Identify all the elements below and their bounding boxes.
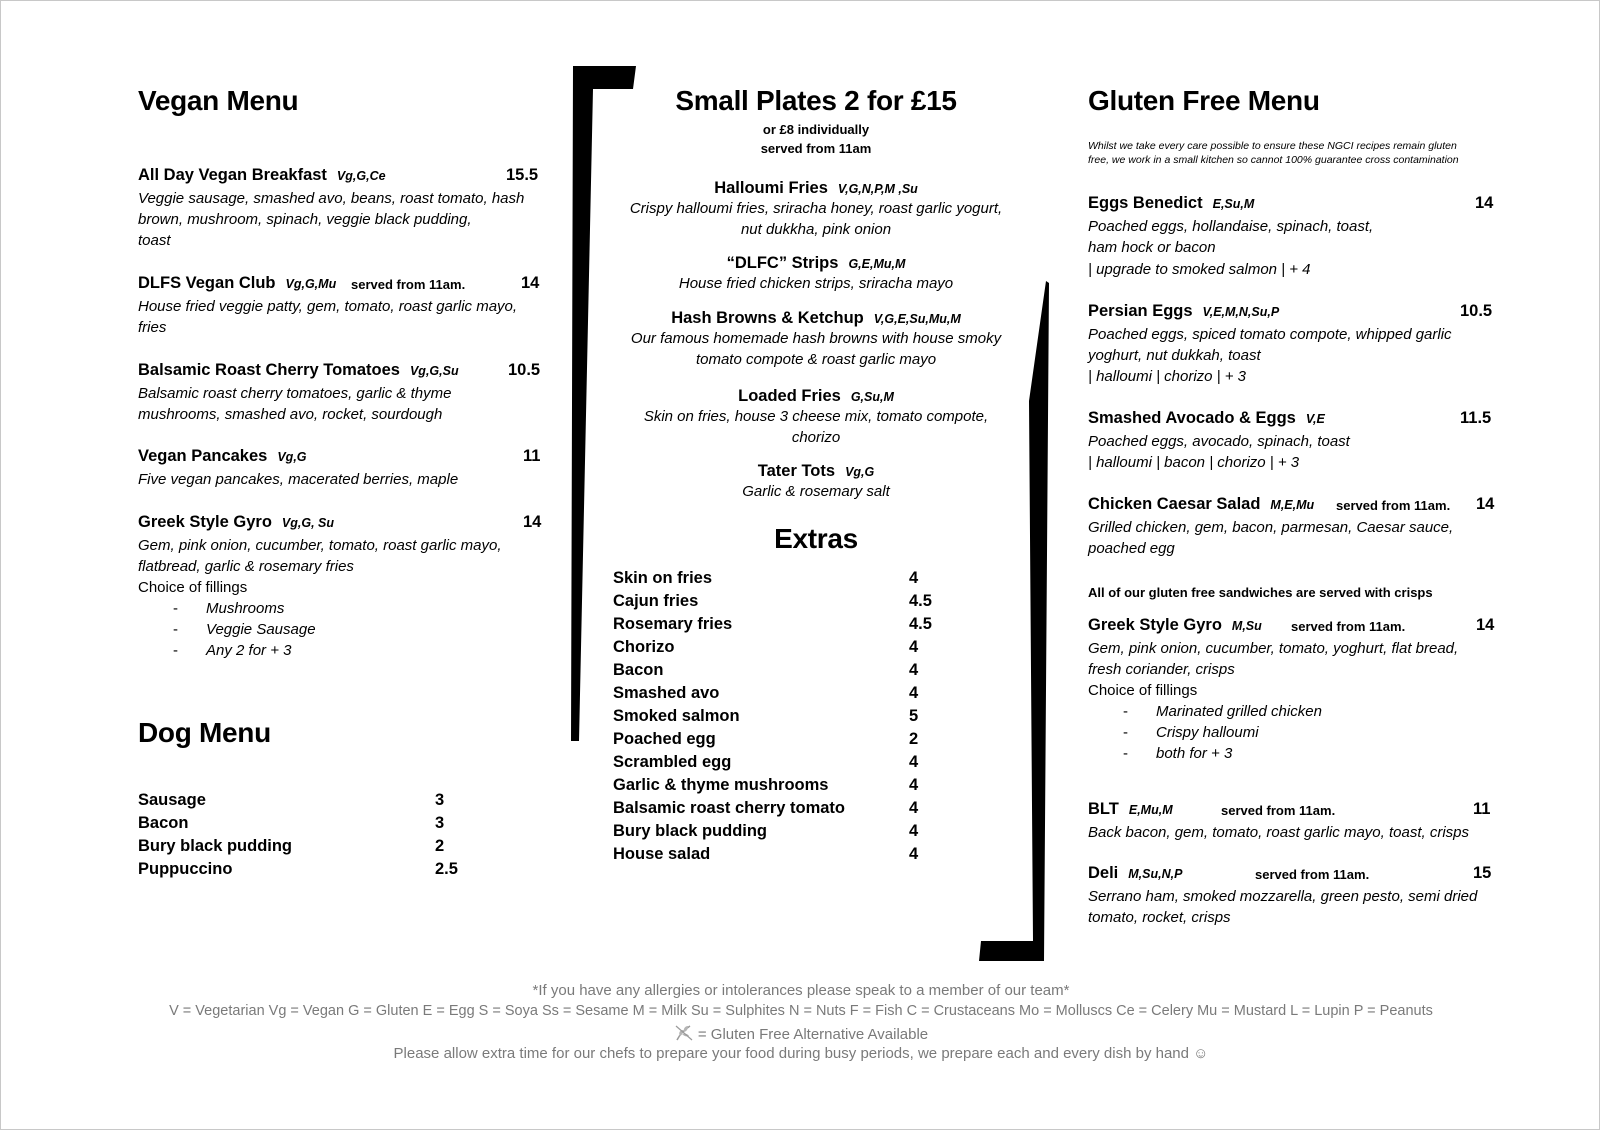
item-upgrade-option: | halloumi | bacon | chorizo | + 3 — [1088, 454, 1300, 471]
item-upgrade-option: | upgrade to smoked salmon | + 4 — [1088, 261, 1311, 278]
menu-item: Eggs Benedict E,Su,M 14 Poached eggs, hollandaise, spinach, toast, ham hock or bacon | upgrade to smoked salmon | + 4 — [1088, 194, 1498, 280]
filling-option: - Mushrooms — [173, 600, 285, 617]
extras-item: House salad 4 — [613, 845, 919, 863]
item-served-time: served from 11am. — [1221, 803, 1336, 818]
sandwich-note: All of our gluten free sandwiches are served with crisps — [1088, 585, 1433, 600]
item-price: 11.5 — [1460, 409, 1492, 427]
item-name: DLFS Vegan Club — [138, 274, 276, 292]
menu-item — [138, 513, 548, 661]
small-plate-item: “DLFC” Strips G,E,Mu,M House fried chicken strips, sriracha mayo — [678, 254, 954, 292]
menu-item: Deli M,Su,N,P served from 11am. 15 Serrano ham, smoked mozzarella, green pesto, semi dried tomato, rocket, crisps — [1088, 864, 1492, 926]
extras-item: Poached egg 2 — [613, 730, 919, 748]
item-price: 15 — [1473, 864, 1492, 882]
dog-menu-title: Dog Menu — [138, 717, 271, 748]
filling-options — [138, 598, 548, 661]
dog-item: Bacon 3 — [138, 814, 445, 832]
menu-item: Greek Style Gyro M,Su served from 11am. 14 Gem, pink onion, cucumber, tomato, yoghurt, flat bread, fresh coriander, crisps Choice of fillings - Marinated grilled chicken - Crispy halloumi - both for + 3 — [1088, 616, 1498, 764]
item-allergens: Vg,G,Mu — [285, 277, 337, 291]
menu-item: Chicken Caesar Salad M,E,Mu served from 11am. 14 Grilled chicken, gem, bacon, parmesan, Caesar sauce, poached egg — [1088, 495, 1495, 557]
item-price: 11 — [523, 447, 541, 465]
item-served-time: served from 11am. — [1336, 498, 1451, 513]
item-price: 14 — [1476, 616, 1495, 634]
extras-item: Bury black pudding 4 — [613, 822, 919, 840]
item-description: Veggie sausage, smashed avo, beans, roast tomato, hash brown, mushroom, spinach, veggie black pudding, toast — [138, 190, 525, 249]
filling-option: - both for + 3 — [1123, 745, 1233, 762]
gluten-free-menu-title: Gluten Free Menu — [1088, 85, 1320, 116]
item-allergens: Vg,G — [277, 450, 307, 464]
item-description: Five vegan pancakes, macerated berries, maple — [138, 471, 459, 488]
gluten-free-key: = Gluten Free Alternative Available — [1, 1024, 1600, 1043]
small-plates-title: Small Plates 2 for £15 — [675, 85, 957, 116]
prep-time-notice: Please allow extra time for our chefs to prepare your food during busy periods, we prepare each and every dish by hand ☺ — [393, 1045, 1209, 1062]
item-price: 14 — [1476, 495, 1495, 513]
small-plate-item: Hash Browns & Ketchup V,G,E,Su,Mu,M Our famous homemade hash browns with house smoky tomato compote & roast garlic mayo — [630, 309, 1002, 368]
menu-item — [138, 361, 548, 425]
extras-item: Garlic & thyme mushrooms 4 — [613, 776, 919, 794]
item-served-time: served from 11am. — [351, 277, 466, 292]
filling-option: - Crispy halloumi — [1123, 724, 1259, 741]
extras-item: Smoked salmon 5 — [613, 707, 919, 725]
menu-item: Persian Eggs V,E,M,N,Su,P 10.5 Poached eggs, spiced tomato compote, whipped garlic yoghurt, nut dukkah, toast | halloumi | chorizo | + 3 — [1088, 302, 1498, 387]
item-allergens: Vg,G,Ce — [336, 169, 386, 183]
item-price: 14 — [521, 274, 540, 292]
small-plate-item: Tater Tots Vg,G Garlic & rosemary salt — [742, 462, 890, 500]
item-name: Greek Style Gyro — [138, 513, 272, 531]
item-allergens: Vg,G, Su — [281, 516, 334, 530]
item-description: House fried veggie patty, gem, tomato, roast garlic mayo, fries — [138, 298, 518, 336]
menu-item — [138, 166, 548, 251]
item-price: 11 — [1473, 800, 1491, 818]
extras-item: Skin on fries 4 — [613, 569, 919, 587]
extras-item: Scrambled egg 4 — [613, 753, 919, 771]
item-price: 10.5 — [1460, 302, 1493, 320]
small-plate-item: Halloumi Fries V,G,N,P,M ,Su Crispy halloumi fries, sriracha honey, roast garlic yogurt, nut dukkha, pink onion — [629, 179, 1003, 238]
item-name: Balsamic Roast Cherry Tomatoes — [138, 361, 400, 379]
filling-option: - Any 2 for + 3 — [173, 642, 292, 659]
item-description: Balsamic roast cherry tomatoes, garlic & thyme mushrooms, smashed avo, rocket, sourdough — [138, 385, 452, 423]
item-name: Vegan Pancakes — [138, 447, 268, 465]
extras-item: Smashed avo 4 — [613, 684, 919, 702]
choice-label: Choice of fillings — [1088, 682, 1198, 699]
item-price: 14 — [523, 513, 542, 531]
filling-option: - Veggie Sausage — [173, 621, 316, 638]
extras-item: Balsamic roast cherry tomato 4 — [613, 799, 919, 817]
menu-item: Smashed Avocado & Eggs V,E 11.5 Poached eggs, avocado, spinach, toast | halloumi | bacon | chorizo | + 3 — [1088, 409, 1498, 473]
small-plate-item: Loaded Fries G,Su,M Skin on fries, house 3 cheese mix, tomato compote, chorizo — [643, 387, 989, 446]
filling-options — [1088, 701, 1498, 764]
extras-item: Chorizo 4 — [613, 638, 919, 656]
extras-item: Cajun fries 4.5 — [613, 592, 932, 610]
small-plates-price-note: or £8 individually — [762, 122, 870, 137]
item-price: 15.5 — [506, 166, 539, 184]
item-served-time: served from 11am. — [1255, 867, 1370, 882]
small-plates-served-note: served from 11am — [760, 141, 872, 156]
menu-item — [138, 274, 548, 338]
item-allergens: Vg,G,Su — [409, 364, 459, 378]
gluten-free-disclaimer: Whilst we take every care possible to ensure these NGCI recipes remain gluten free, we work in a small kitchen so cannot 100% guarantee cross contamination — [1088, 140, 1459, 166]
item-upgrade-option: | halloumi | chorizo | + 3 — [1088, 368, 1247, 385]
filling-option: - Marinated grilled chicken — [1123, 703, 1322, 720]
choice-label: Choice of fillings — [138, 579, 248, 596]
item-name: All Day Vegan Breakfast — [138, 166, 327, 184]
menu-item — [138, 447, 548, 490]
extras-item: Rosemary fries 4.5 — [613, 615, 932, 633]
allergy-notice: *If you have any allergies or intolerances please speak to a member of our team* — [532, 982, 1070, 999]
extras-item: Bacon 4 — [613, 661, 919, 679]
wheat-free-icon — [674, 1024, 694, 1042]
menu-item: BLT E,Mu,M served from 11am. 11 Back bacon, gem, tomato, roast garlic mayo, toast, crisps — [1088, 800, 1491, 841]
dog-item: Sausage 3 — [138, 791, 445, 809]
allergen-key: V = Vegetarian Vg = Vegan G = Gluten E = Egg S = Soya Ss = Sesame M = Milk Su = Sulphites N = Nuts F = Fish C = Crustaceans Mo = Molluscs Ce = Celery Mu = Mustard L = Lupin P = Peanuts — [169, 1003, 1433, 1019]
dog-item: Puppuccino 2.5 — [138, 860, 458, 878]
item-description: Gem, pink onion, cucumber, tomato, roast garlic mayo, flatbread, garlic & rosemary fries — [138, 537, 502, 575]
item-price: 14 — [1475, 194, 1494, 212]
dog-item: Bury black pudding 2 — [138, 837, 445, 855]
extras-title: Extras — [774, 523, 858, 554]
item-served-time: served from 11am. — [1291, 619, 1406, 634]
item-price: 10.5 — [508, 361, 541, 379]
vegan-menu-title: Vegan Menu — [138, 85, 299, 116]
